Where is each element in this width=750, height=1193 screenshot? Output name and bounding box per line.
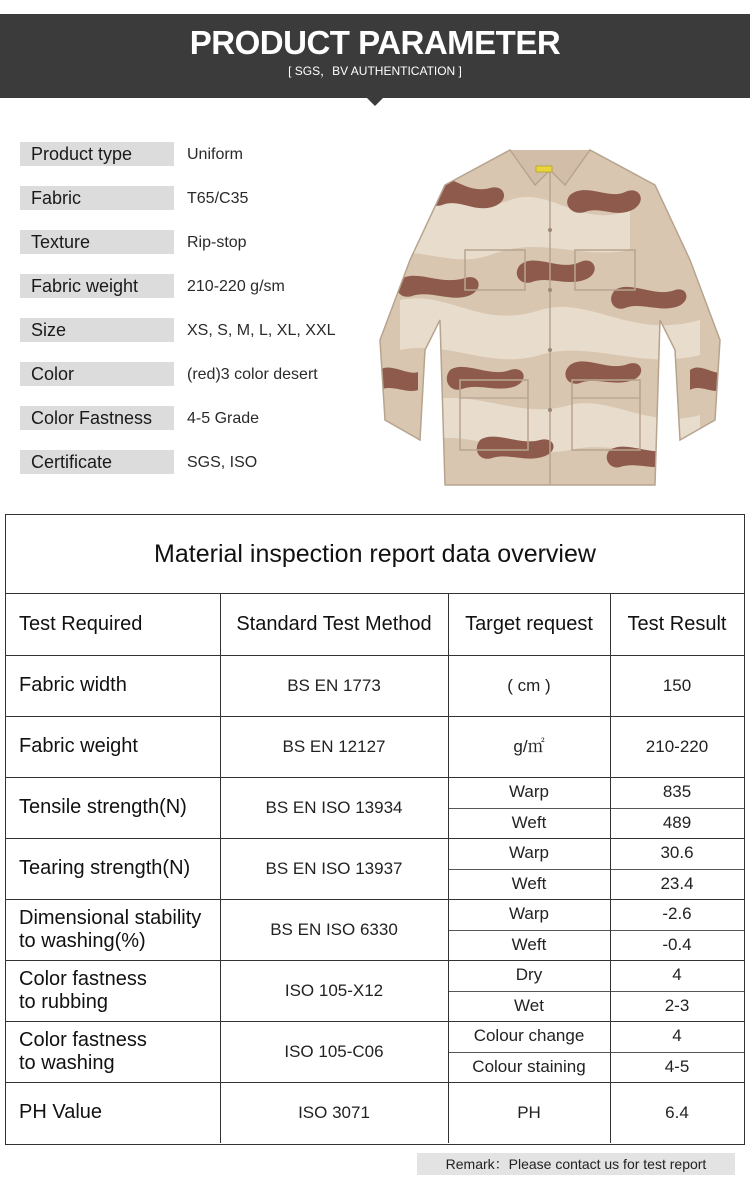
sub-divider (448, 991, 744, 992)
remark-note: Remark：Please contact us for test report (417, 1153, 735, 1175)
sub-divider (448, 1052, 744, 1053)
sub-divider (448, 869, 744, 870)
row-result: 2-3 (664, 995, 690, 1015)
header-banner (0, 14, 750, 98)
header-standard-method: Standard Test Method (236, 613, 432, 635)
param-label: Product type (20, 142, 174, 166)
row-target: Colour staining (472, 1056, 586, 1076)
row-method: ISO 105-X12 (284, 981, 384, 1000)
row-result: 489 (662, 812, 692, 832)
row-result: 30.6 (660, 843, 694, 862)
param-row (20, 450, 420, 474)
row-label (6, 899, 220, 960)
param-label: Color Fastness (20, 406, 174, 430)
header-target-request: Target request (465, 613, 593, 635)
row-label (6, 1021, 220, 1082)
row-target: Warp (509, 782, 549, 801)
row-method: BS EN ISO 13937 (265, 859, 403, 878)
header-test-required: Test Required (19, 613, 143, 635)
row-label: Tensile strength(N) (19, 796, 187, 818)
row-target: Weft (511, 934, 547, 954)
param-label: Certificate (20, 450, 174, 474)
param-value: XS, S, M, L, XL, XXL (187, 322, 336, 339)
row-method: BS EN ISO 6330 (270, 920, 398, 939)
row-label: Fabric width (19, 674, 127, 696)
param-row (20, 230, 420, 254)
camo-jacket-image (370, 140, 730, 490)
row-result: 4 (672, 1026, 682, 1045)
sub-divider (448, 808, 744, 809)
page-subtitle: [ SGS，BV AUTHENTICATION ] (288, 64, 462, 78)
row-label-line: Color fastness (19, 967, 147, 990)
param-row (20, 362, 420, 386)
row-method: BS EN 12127 (282, 737, 386, 756)
row-result: -0.4 (662, 934, 692, 954)
row-result: -2.6 (662, 904, 692, 923)
row-label (6, 960, 220, 1021)
report-title: Material inspection report data overview (6, 515, 744, 594)
inspection-report-table (5, 514, 745, 1145)
row-target: Weft (511, 812, 547, 832)
row-result: 835 (662, 782, 692, 801)
row-result: 150 (662, 676, 692, 695)
sub-divider (448, 930, 744, 931)
param-label: Size (20, 318, 174, 342)
row-label-line: Color fastness (19, 1028, 147, 1051)
param-label: Color (20, 362, 174, 386)
row-target: g/㎡ (513, 737, 545, 756)
row-label-line: to rubbing (19, 990, 108, 1013)
param-value: T65/C35 (187, 190, 249, 207)
row-target: Warp (509, 904, 549, 923)
row-target: Colour change (473, 1026, 585, 1045)
param-label: Fabric (20, 186, 174, 210)
param-value: Uniform (187, 146, 244, 163)
row-target: ( cm ) (507, 676, 551, 695)
header-test-result: Test Result (627, 613, 727, 635)
param-value: (red)3 color desert (187, 366, 318, 383)
row-label: Fabric weight (19, 735, 138, 757)
param-row (20, 406, 420, 430)
row-result: 6.4 (665, 1103, 689, 1122)
param-value: Rip-stop (187, 234, 247, 251)
param-value: SGS, ISO (187, 454, 258, 471)
param-row (20, 186, 420, 210)
param-row (20, 142, 420, 166)
row-method: ISO 3071 (298, 1103, 370, 1122)
row-method: BS EN ISO 13934 (265, 798, 403, 817)
row-target: Wet (514, 995, 544, 1015)
page-title: PRODUCT PARAMETER (189, 24, 561, 61)
row-method: BS EN 1773 (287, 676, 381, 695)
row-result: 4-5 (664, 1056, 690, 1076)
row-target: Dry (515, 965, 543, 984)
row-label-line: to washing (19, 1051, 115, 1074)
column-divider (448, 593, 449, 1143)
row-target: Weft (511, 873, 547, 893)
banner-notch (366, 97, 384, 106)
param-row (20, 274, 420, 298)
row-method: ISO 105-C06 (284, 1042, 384, 1061)
row-label-line: to washing(%) (19, 929, 146, 952)
row-result: 210-220 (645, 737, 709, 756)
row-result: 4 (672, 965, 682, 984)
row-result: 23.4 (660, 873, 694, 893)
row-label: Tearing strength(N) (19, 857, 191, 879)
param-label: Fabric weight (20, 274, 174, 298)
column-divider (610, 593, 611, 1143)
param-value: 4-5 Grade (187, 410, 260, 427)
param-label: Texture (20, 230, 174, 254)
row-label: PH Value (19, 1101, 103, 1123)
param-row (20, 318, 420, 342)
param-value: 210-220 g/sm (187, 278, 285, 295)
row-label-line: Dimensional stability (19, 906, 202, 929)
row-target: PH (517, 1103, 541, 1122)
column-divider (220, 593, 221, 1143)
row-target: Warp (509, 843, 549, 862)
